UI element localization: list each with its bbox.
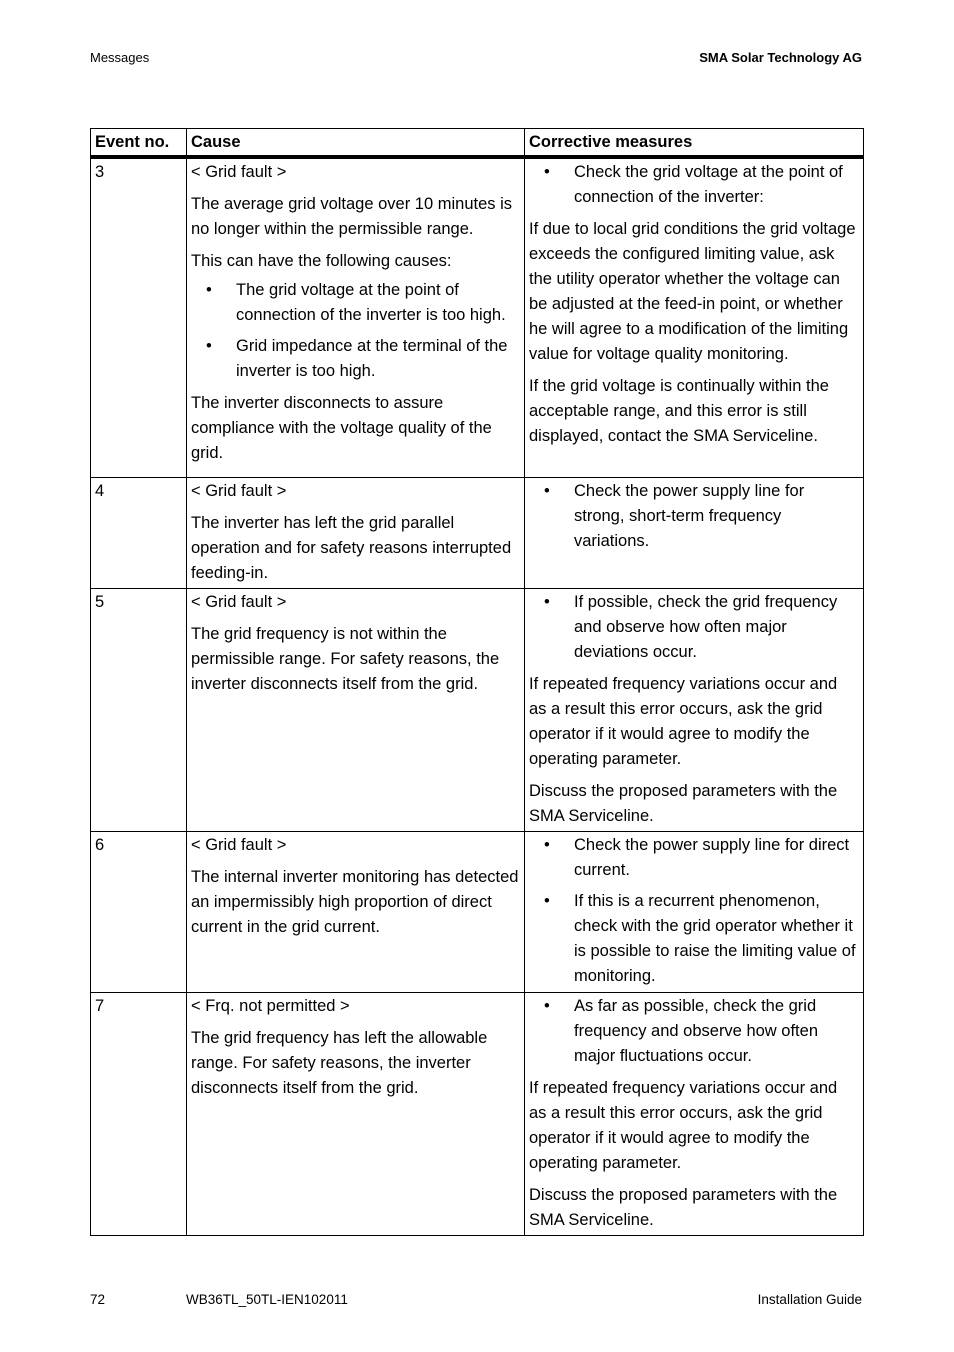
document-code: WB36TL_50TL-IEN102011	[186, 1292, 348, 1307]
list-item	[191, 278, 520, 328]
table-row	[91, 477, 864, 588]
column-header-event: Event no.	[91, 129, 187, 158]
bullet-text: The grid voltage at the point of connection of the inverter is too high.	[236, 281, 506, 324]
measures-bullet-list	[529, 160, 859, 210]
measures-bullet-list	[529, 590, 859, 665]
measures-text: If repeated frequency variations occur and as a result this error occurs, ask the grid operator if it would agree to modify the operating parameter.	[529, 674, 838, 768]
list-item	[529, 889, 859, 989]
list-item	[529, 479, 859, 554]
measures-cell	[525, 588, 864, 831]
measures-bullet-list	[529, 994, 859, 1069]
list-item	[529, 590, 859, 665]
bullet-icon: •	[544, 592, 550, 611]
bullet-icon: •	[544, 891, 550, 910]
list-item	[191, 334, 520, 384]
page-number: 72	[90, 1292, 106, 1307]
table-row	[91, 992, 864, 1235]
table-row	[91, 588, 864, 831]
measures-text: If due to local grid conditions the grid voltage exceeds the configured limiting value, ask the utility operator whether the voltage can be adjusted at the feed-in point, or whether he will agree to a modification of the limiting value for voltage quality monitoring.	[529, 220, 856, 363]
column-header-measures: Corrective measures	[525, 129, 864, 158]
cause-text: The internal inverter monitoring has detected an impermissibly high proportion of direct current in the grid current.	[191, 867, 519, 936]
measures-cell	[525, 157, 864, 477]
bullet-icon: •	[544, 163, 550, 181]
cause-text: The grid frequency is not within the permissible range. For safety reasons, the inverter disconnects itself from the grid.	[191, 624, 500, 693]
bullet-text: If this is a recurrent phenomenon, check with the grid operator whether it is possible to raise the limiting value of monitoring.	[574, 891, 856, 985]
measures-text: If the grid voltage is continually within the acceptable range, and this error is still displayed, contact the SMA Serviceline.	[529, 377, 829, 445]
table-row	[91, 157, 864, 477]
cause-text: < Grid fault >	[191, 592, 287, 611]
cause-text: The inverter disconnects to assure compliance with the voltage quality of the grid.	[191, 394, 492, 462]
cause-text: The average grid voltage over 10 minutes is no longer within the permissible range.	[191, 195, 513, 238]
cause-cell	[187, 992, 525, 1235]
measures-text: If repeated frequency variations occur and as a result this error occurs, ask the grid operator if it would agree to modify the operating parameter.	[529, 1078, 838, 1172]
measures-cell	[525, 831, 864, 992]
bullet-icon: •	[206, 337, 212, 355]
cause-cell	[187, 477, 525, 588]
event-number: 4	[91, 477, 187, 588]
event-number: 3	[91, 157, 187, 477]
bullet-text: As far as possible, check the grid frequency and observe how often major fluctuations occur.	[574, 996, 818, 1065]
cause-cell	[187, 831, 525, 992]
measures-bullet-list	[529, 833, 859, 989]
bullet-text: If possible, check the grid frequency and observe how often major deviations occur.	[574, 592, 838, 661]
list-item	[529, 833, 859, 883]
cause-text: This can have the following causes:	[191, 252, 452, 270]
bullet-text: Check the power supply line for strong, short-term frequency variations.	[574, 481, 805, 550]
measures-text: Discuss the proposed parameters with the SMA Serviceline.	[529, 1185, 838, 1229]
event-number: 5	[91, 588, 187, 831]
bullet-icon: •	[544, 996, 550, 1015]
cause-text: The inverter has left the grid parallel operation and for safety reasons interrupted feeding-in.	[191, 513, 512, 582]
list-item	[529, 160, 859, 210]
bullet-icon: •	[544, 481, 550, 500]
event-messages-table	[90, 128, 864, 1236]
cause-text: < Grid fault >	[191, 835, 287, 854]
measures-bullet-list	[529, 479, 859, 554]
cause-cell	[187, 588, 525, 831]
event-number: 7	[91, 992, 187, 1235]
measures-cell	[525, 477, 864, 588]
cause-text: < Grid fault >	[191, 163, 287, 181]
bullet-text: Check the grid voltage at the point of connection of the inverter:	[574, 163, 843, 206]
column-header-cause: Cause	[187, 129, 525, 158]
table-header-row	[91, 129, 864, 158]
bullet-text: Check the power supply line for direct current.	[574, 835, 850, 879]
measures-cell	[525, 992, 864, 1235]
event-number: 6	[91, 831, 187, 992]
header-section: Messages	[90, 50, 150, 65]
bullet-text: Grid impedance at the terminal of the inverter is too high.	[236, 337, 508, 380]
document-type: Installation Guide	[757, 1292, 862, 1307]
header-company: SMA Solar Technology AG	[699, 50, 862, 65]
table-row	[91, 831, 864, 992]
bullet-icon: •	[206, 281, 212, 299]
cause-text: < Frq. not permitted >	[191, 996, 350, 1015]
measures-text: Discuss the proposed parameters with the SMA Serviceline.	[529, 781, 838, 825]
list-item	[529, 994, 859, 1069]
cause-cell	[187, 157, 525, 477]
cause-bullet-list	[191, 278, 520, 384]
cause-text: The grid frequency has left the allowable range. For safety reasons, the inverter disconnects itself from the grid.	[191, 1028, 488, 1097]
bullet-icon: •	[544, 835, 550, 854]
cause-text: < Grid fault >	[191, 481, 287, 500]
